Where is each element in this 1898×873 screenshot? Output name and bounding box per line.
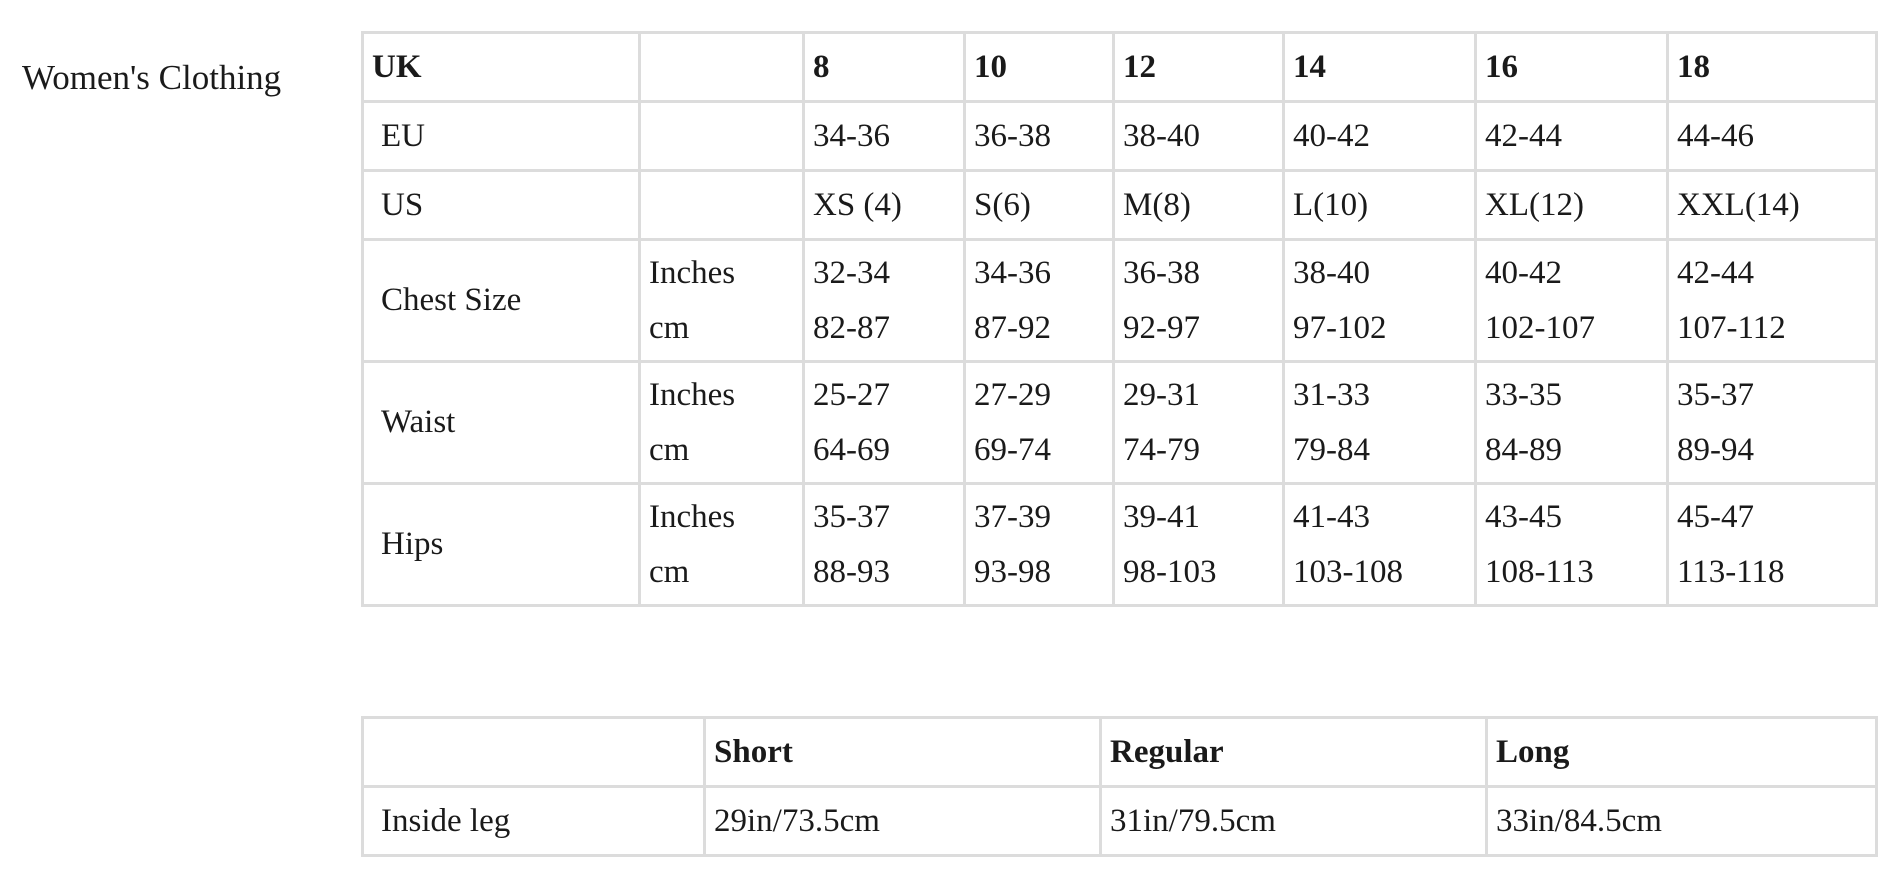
value-inches: 35-37 xyxy=(813,498,890,535)
size-header-cell: 8 xyxy=(804,33,965,102)
value-cm: 113-118 xyxy=(1677,553,1785,590)
table-row-eu xyxy=(363,102,1877,171)
table-cell xyxy=(1668,362,1877,484)
table-cell xyxy=(1284,484,1476,606)
value-inches: 38-40 xyxy=(1293,254,1370,291)
empty-unit-cell xyxy=(640,102,804,171)
value-cm: 69-74 xyxy=(974,431,1051,468)
value-inches: 39-41 xyxy=(1123,498,1200,535)
table-cell: 40-42 xyxy=(1284,102,1476,171)
value-cm: 98-103 xyxy=(1123,553,1217,590)
unit-label-inches: Inches xyxy=(649,498,736,535)
value-inches: 27-29 xyxy=(974,376,1051,413)
value-inches: 33-35 xyxy=(1485,376,1562,413)
row-label: EU xyxy=(363,102,640,171)
row-label: Inside leg xyxy=(363,787,705,856)
table-cell: 33in/84.5cm xyxy=(1487,787,1877,856)
value-cm: 107-112 xyxy=(1677,309,1786,346)
table-cell: 34-36 xyxy=(804,102,965,171)
leg-length-header: Long xyxy=(1487,718,1877,787)
size-chart-table xyxy=(361,31,1878,607)
table-cell xyxy=(965,484,1114,606)
table-cell: 31in/79.5cm xyxy=(1101,787,1487,856)
table-cell xyxy=(965,240,1114,362)
table-header-row xyxy=(363,33,1877,102)
empty-unit-cell xyxy=(640,33,804,102)
table-cell xyxy=(965,362,1114,484)
table-cell xyxy=(1284,362,1476,484)
leg-length-header: Regular xyxy=(1101,718,1487,787)
unit-cell xyxy=(640,362,804,484)
unit-label-cm: cm xyxy=(649,553,690,590)
value-inches: 42-44 xyxy=(1677,254,1754,291)
table-cell xyxy=(1114,240,1284,362)
value-cm: 92-97 xyxy=(1123,309,1200,346)
size-header-cell: 16 xyxy=(1476,33,1668,102)
value-inches: 40-42 xyxy=(1485,254,1562,291)
value-inches: 29-31 xyxy=(1123,376,1200,413)
value-cm: 87-92 xyxy=(974,309,1051,346)
table-cell xyxy=(1668,240,1877,362)
value-inches: 41-43 xyxy=(1293,498,1370,535)
row-label: Waist xyxy=(363,362,640,484)
value-cm: 88-93 xyxy=(813,553,890,590)
row-label: US xyxy=(363,171,640,240)
value-cm: 102-107 xyxy=(1485,309,1595,346)
table-row-inside-leg xyxy=(363,787,1877,856)
value-inches: 34-36 xyxy=(974,254,1051,291)
value-inches: 43-45 xyxy=(1485,498,1562,535)
value-cm: 64-69 xyxy=(813,431,890,468)
table-cell: XL(12) xyxy=(1476,171,1668,240)
value-cm: 103-108 xyxy=(1293,553,1403,590)
table-row-chest xyxy=(363,240,1877,362)
table-cell: S(6) xyxy=(965,171,1114,240)
table-row-us xyxy=(363,171,1877,240)
value-cm: 74-79 xyxy=(1123,431,1200,468)
table-header-row xyxy=(363,718,1877,787)
value-inches: 37-39 xyxy=(974,498,1051,535)
leg-length-header: Short xyxy=(705,718,1101,787)
value-cm: 84-89 xyxy=(1485,431,1562,468)
value-cm: 82-87 xyxy=(813,309,890,346)
value-cm: 93-98 xyxy=(974,553,1051,590)
size-header-cell: 10 xyxy=(965,33,1114,102)
unit-cell xyxy=(640,484,804,606)
table-cell: L(10) xyxy=(1284,171,1476,240)
value-inches: 31-33 xyxy=(1293,376,1370,413)
unit-label-cm: cm xyxy=(649,431,690,468)
size-header-cell: 18 xyxy=(1668,33,1877,102)
table-row-hips xyxy=(363,484,1877,606)
table-cell xyxy=(1114,484,1284,606)
unit-cell xyxy=(640,240,804,362)
table-cell xyxy=(804,484,965,606)
unit-label-inches: Inches xyxy=(649,254,736,291)
table-cell: 44-46 xyxy=(1668,102,1877,171)
size-header-cell: 12 xyxy=(1114,33,1284,102)
row-label: Chest Size xyxy=(363,240,640,362)
value-cm: 97-102 xyxy=(1293,309,1387,346)
table-cell xyxy=(804,362,965,484)
value-cm: 89-94 xyxy=(1677,431,1754,468)
value-inches: 45-47 xyxy=(1677,498,1754,535)
table-cell: XXL(14) xyxy=(1668,171,1877,240)
uk-header-cell: UK xyxy=(363,33,640,102)
section-title: Women's Clothing xyxy=(22,58,282,97)
table-cell: 42-44 xyxy=(1476,102,1668,171)
row-label: Hips xyxy=(363,484,640,606)
table-cell: 36-38 xyxy=(965,102,1114,171)
table-cell: 38-40 xyxy=(1114,102,1284,171)
value-cm: 79-84 xyxy=(1293,431,1370,468)
table-cell xyxy=(1668,484,1877,606)
table-cell: 29in/73.5cm xyxy=(705,787,1101,856)
table-cell xyxy=(1476,240,1668,362)
table-cell xyxy=(804,240,965,362)
value-inches: 36-38 xyxy=(1123,254,1200,291)
table-cell xyxy=(1476,362,1668,484)
size-header-cell: 14 xyxy=(1284,33,1476,102)
unit-label-cm: cm xyxy=(649,309,690,346)
value-cm: 108-113 xyxy=(1485,553,1594,590)
table-cell: XS (4) xyxy=(804,171,965,240)
table-cell: M(8) xyxy=(1114,171,1284,240)
inside-leg-table xyxy=(361,716,1878,857)
empty-unit-cell xyxy=(640,171,804,240)
empty-header-cell xyxy=(363,718,705,787)
table-cell xyxy=(1284,240,1476,362)
table-row-waist xyxy=(363,362,1877,484)
table-cell xyxy=(1114,362,1284,484)
value-inches: 25-27 xyxy=(813,376,890,413)
table-cell xyxy=(1476,484,1668,606)
unit-label-inches: Inches xyxy=(649,376,736,413)
value-inches: 35-37 xyxy=(1677,376,1754,413)
value-inches: 32-34 xyxy=(813,254,890,291)
